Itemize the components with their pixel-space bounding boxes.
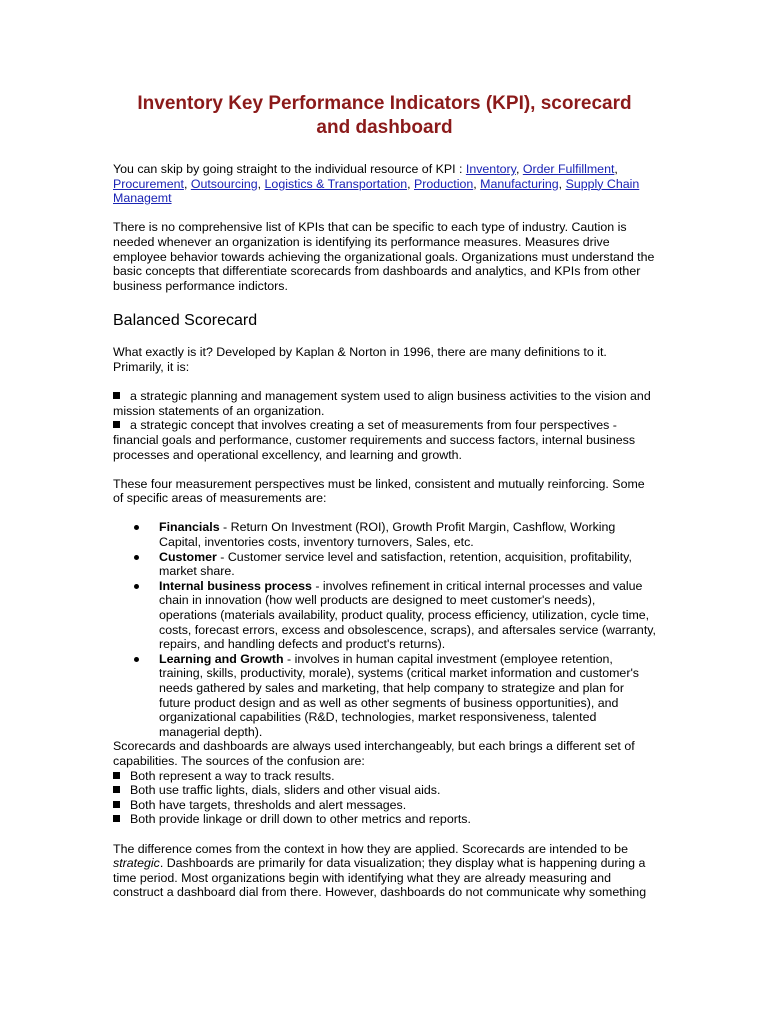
- bullet-dot-icon: [134, 584, 139, 589]
- link-production[interactable]: Production: [414, 176, 474, 191]
- perspective-text: - involves refinement in critical internal processes and value chain in innovation (how well products are designed to meet customer's needs), operations (materials availability, product quality, process efficiency, utilization, cycle time, costs, forecast errors, excess and obsolescence, scraps), and aftersales service (warranty, repairs, and handling defects and product's returns).: [159, 578, 656, 652]
- difference-paragraph: The difference comes from the context in how they are applied. Scorecards are intended to be strategic. Dashboards are primarily for data visualization; they display what is happening during a time period. Most organizations begin with identifying what they are already measuring and construct a dashboard dial from there. However, dashboards do not communicate why something: [113, 841, 647, 900]
- perspective-text: - Customer service level and satisfaction, retention, acquisition, profitability, market share.: [159, 549, 632, 579]
- confusion-item: Both have targets, thresholds and alert messages.: [113, 798, 656, 813]
- link-supply-chain-management[interactable]: Supply Chain Managemt: [113, 176, 640, 206]
- square-bullet-icon: [113, 786, 120, 793]
- list-item: [159, 520, 656, 549]
- link-manufacturing[interactable]: Manufacturing: [480, 176, 559, 191]
- perspective-text: - involves in human capital investment (employee retention, training, skills, productivity, morale), systems (critical market information and customer's needs gathered by sales and marketing, that help company to strategize and plan for future product design and as well as other segments of business opportunities), and organizational capabilities (R&D, technologies, market responsiveness, talented managerial depth).: [159, 651, 640, 739]
- link-order-fulfillment[interactable]: Order Fulfillment: [522, 162, 615, 176]
- bullet-dot-icon: [134, 525, 139, 530]
- kpi-paragraph: There is no comprehensive list of KPIs that can be specific to each type of industry. Caution is needed whenever an organization is identifying its performance measures. Measures drive employee behavior towards achieving the organizational goals. Organizations must understand the basic concepts that differentiate scorecards from dashboards and analytics, and KPIs from other business performance indictors.: [113, 220, 655, 293]
- perspectives-intro-paragraph: These four measurement perspectives must be linked, consistent and mutually reinforcing. Some of specific areas of measurements are:: [113, 476, 645, 506]
- confusion-item: Both provide linkage or drill down to other metrics and reports.: [113, 812, 656, 827]
- square-bullet-icon: [113, 815, 120, 822]
- bullet-dot-icon: [134, 555, 139, 560]
- definition-intro-paragraph: What exactly is it? Developed by Kaplan & Norton in 1996, there are many definitions to it. Primarily, it is:: [113, 345, 607, 374]
- link-procurement[interactable]: Procurement: [113, 176, 184, 191]
- perspective-term: Financials: [159, 520, 220, 535]
- emphasis-strategic: strategic: [113, 856, 160, 871]
- square-bullet-icon: [113, 392, 120, 399]
- intro-prefix: You can skip by going straight to the individual resource of KPI :: [113, 162, 466, 176]
- bullet-dot-icon: [134, 657, 139, 662]
- square-bullet-icon: [113, 772, 120, 779]
- list-item: [159, 652, 656, 740]
- list-item: [159, 550, 656, 579]
- perspective-term: Customer: [159, 549, 217, 564]
- list-item: [159, 579, 656, 652]
- page-title: Inventory Key Performance Indicators (KPI), scorecard and dashboard: [137, 93, 632, 138]
- definition-list: [113, 389, 656, 462]
- definition-item: a strategic concept that involves creating a set of measurements from four perspectives - financial goals and performance, customer requirements and success factors, internal business processes and operational excellency, and learning and growth.: [113, 418, 636, 462]
- perspective-term: Internal business process: [159, 578, 312, 593]
- square-bullet-icon: [113, 421, 120, 428]
- square-bullet-icon: [113, 801, 120, 808]
- section-heading-balanced-scorecard: Balanced Scorecard: [113, 312, 258, 330]
- link-logistics-transportation[interactable]: Logistics & Transportation: [264, 176, 408, 191]
- confusion-intro-paragraph: Scorecards and dashboards are always used interchangeably, but each brings a different set of capabilities. The sources of the confusion are:: [113, 739, 635, 768]
- intro-paragraph: You can skip by going straight to the individual resource of KPI : Inventory, Order Fulfillment, Procurement, Outsourcing, Logistics & Transportation, Production, Manufacturing, Supply Chain Managemt: [113, 162, 640, 206]
- definition-item: a strategic planning and management system used to align business activities to the vision and mission statements of an organization.: [113, 389, 651, 418]
- link-outsourcing[interactable]: Outsourcing: [190, 176, 258, 191]
- link-inventory[interactable]: Inventory: [465, 162, 516, 176]
- perspective-term: Learning and Growth: [159, 651, 284, 666]
- confusion-item: Both use traffic lights, dials, sliders and other visual aids.: [113, 783, 656, 798]
- perspectives-list: [113, 520, 656, 739]
- confusion-item: Both represent a way to track results.: [113, 769, 656, 784]
- confusion-list: [113, 769, 656, 827]
- perspective-text: - Return On Investment (ROI), Growth Profit Margin, Cashflow, Working Capital, inventories costs, inventory turnovers, Sales, etc.: [159, 520, 616, 550]
